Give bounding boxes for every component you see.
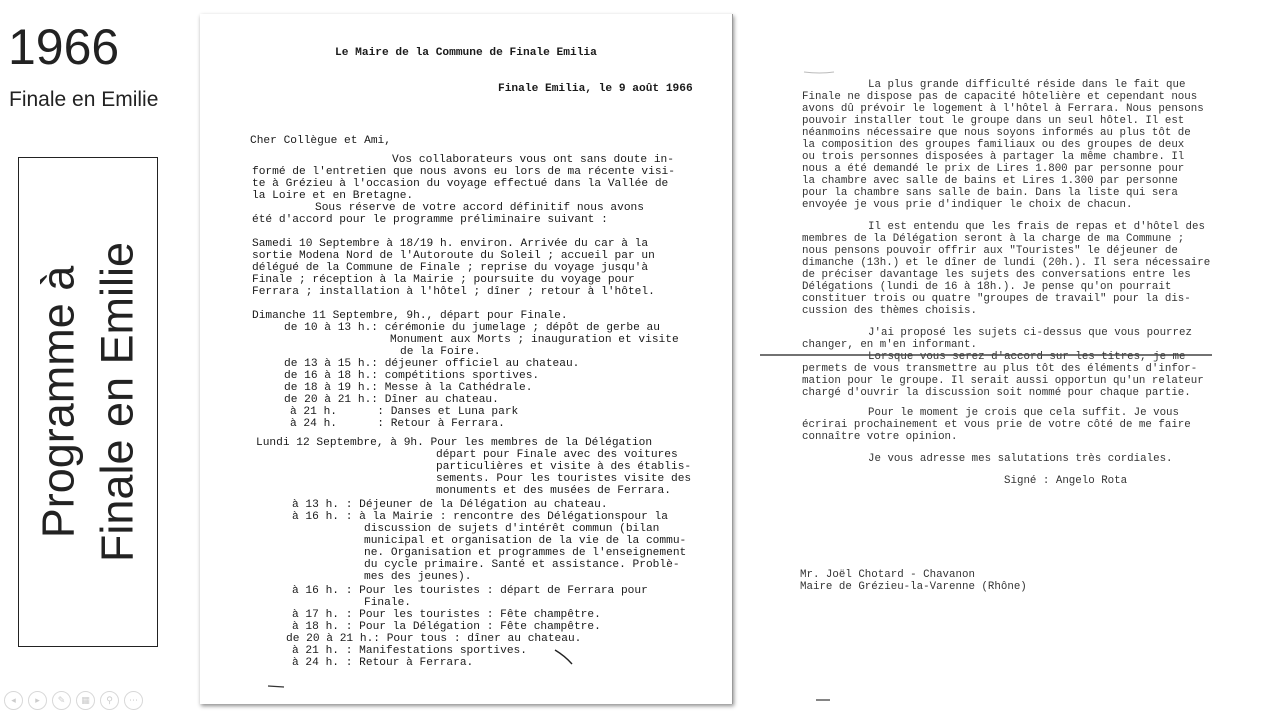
letter-line: à 24 h. : Retour à Ferrara. [290,418,505,430]
letter-line: chargé d'ouvrir la discussion soit nommé pour chaque partie. [802,387,1191,399]
faded-mark [804,72,834,73]
letter-line: Finale ; réception à la Mairie ; poursuite du voyage pour [252,274,635,286]
pen-stroke-mark [268,686,284,687]
letter-line: délégué de la Commune de Finale ; reprise du voyage jusqu'à [252,262,649,274]
letter-line: à 21 h. : Manifestations sportives. [292,645,527,657]
letter-line: ne. Organisation et programmes de l'enseignement [364,547,687,559]
letter-line: de 16 à 18 h.: compétitions sportives. [284,370,540,382]
letter-line: envoyée je vous prie d'indiquer le choix de chacun. [802,199,1133,211]
arrow-right-icon[interactable]: ▸ [28,691,47,710]
letter-line: avons dû prévoir le logement à l'hôtel à Ferrara. Nous pensons [802,103,1204,115]
letter-line: particulières et visite à des établis- [436,461,692,473]
letter-line: à 16 h. : à la Mairie : rencontre des Délégationspour la [292,511,668,523]
letter-line: à 24 h. : Retour à Ferrara. [292,657,474,669]
letter-line: mes des jeunes). [364,571,472,583]
letter-line: La plus grande difficulté réside dans le fait que [868,79,1186,91]
letter-line: de 20 à 21 h.: Dîner au chateau. [284,394,499,406]
letter-line: à 18 h. : Pour la Délégation : Fête champêtre. [292,621,601,633]
vertical-title-line: Finale en Emilie [91,241,142,563]
letter-line: municipal et organisation de la vie de la commu- [364,535,687,547]
letter-line: Finale Emilia, le 9 août 1966 [498,83,693,95]
vertical-title-line: Programme à [32,265,84,539]
letter-line: du cycle primaire. Santé et assistance. Problè- [364,559,680,571]
letter-line: été d'accord pour le programme préliminaire suivant : [252,214,608,226]
letter-line: Mr. Joël Chotard - Chavanon [800,569,975,581]
letter-line: ou trois personnes disposées à partager la même chambre. Il [802,151,1185,163]
letter-line: Monument aux Morts ; inauguration et visite [390,334,679,346]
letter-line: te à Grézieu à l'occasion du voyage effectué dans la Vallée de [252,178,669,190]
letter-line: Lorsque vous serez d'accord sur les titres, je me [868,351,1186,363]
letter-line: Maire de Grézieu-la-Varenne (Rhône) [800,581,1027,593]
letter-line: Je vous adresse mes salutations très cordiales. [868,453,1173,465]
letter-line: Signé : Angelo Rota [1004,475,1128,487]
slide-subtitle: Finale en Emilie [9,88,159,111]
letter-line: pour la chambre sans salle de bain. Dans la liste qui sera [802,187,1178,199]
letter-line: à 17 h. : Pour les touristes : Fête champêtre. [292,609,601,621]
letter-line: de 18 à 19 h.: Messe à la Cathédrale. [284,382,533,394]
letter-line: nous a été demandé le prix de Lires 1.800 par personne pour [802,163,1185,175]
letter-line: nous pensons pouvoir offrir aux "Touristes" le déjeuner de [802,245,1178,257]
letter-line: Dimanche 11 Septembre, 9h., départ pour Finale. [252,310,568,322]
letter-line: Sous réserve de votre accord définitif nous avons [315,202,644,214]
letter-line: de 10 à 13 h.: cérémonie du jumelage ; dépôt de gerbe au [284,322,660,334]
letter-line: de la Foire. [400,346,481,358]
letter-line: cussion des thèmes choisis. [802,305,977,317]
letter-line: dimanche (13h.) et le dîner de lundi (20h.). Il sera nécessaire [802,257,1211,269]
letter-line: à 16 h. : Pour les touristes : départ de Ferrara pour [292,585,648,597]
letter-line: connaître votre opinion. [802,431,958,443]
letter-line: formé de l'entretien que nous avons eu lors de ma récente visi- [252,166,675,178]
slideshow-controls [4,691,143,710]
letter-line: la chambre avec salle de bains et Lires 1.300 par personne [802,175,1178,187]
letter-line: à 13 h. : Déjeuner de la Délégation au chateau. [292,499,608,511]
letter-line: Samedi 10 Septembre à 18/19 h. environ. Arrivée du car à la [252,238,649,250]
vertical-title [30,242,147,562]
letter-line: néanmoins nécessaire que nous soyons informés au plus tôt de [802,127,1191,139]
letter-line: pouvoir installer tout le groupe dans un seul hôtel. Il est [802,115,1185,127]
letter-line: Délégations (lundi de 16 à 18h.). Je pense qu'on pourrait [802,281,1172,293]
letter-right-marks [742,14,1270,704]
letter-line: écrirai prochainement et vous prie de votre côté de me faire [802,419,1191,431]
letter-line: membres de la Délégation seront à la charge de ma Commune ; [802,233,1185,245]
letter-line: discussion de sujets d'intérêt commun (bilan [364,523,660,535]
letter-line: Lundi 12 Septembre, à 9h. Pour les membres de la Délégation [256,437,653,449]
pen-stroke-mark [555,650,572,664]
arrow-left-icon[interactable]: ◂ [4,691,23,710]
slides-icon[interactable]: ▦ [76,691,95,710]
letter-line: de 13 à 15 h.: déjeuner officiel au chateau. [284,358,580,370]
letter-line: mation pour le groupe. Il serait aussi opportun qu'un relateur [802,375,1204,387]
zoom-icon[interactable]: ⚲ [100,691,119,710]
letter-line: constituer trois ou quatre "groupes de travail" pour la dis- [802,293,1191,305]
letter-line: sements. Pour les touristes visite des [436,473,692,485]
letter-line: la composition des groupes familiaux ou des groupes de deux [802,139,1185,151]
letter-line: Finale ne dispose pas de capacité hôtelière et cependant nous [802,91,1198,103]
letter-line: la Loire et en Bretagne. [252,190,414,202]
letter-line: changer, en m'en informant. [802,339,977,351]
letter-line: sortie Modena Nord de l'Autoroute du Soleil ; accueil par un [252,250,655,262]
letter-line: Ferrara ; installation à l'hôtel ; dîner ; retour à l'hôtel. [252,286,655,298]
letter-line: Le Maire de la Commune de Finale Emilia [335,47,597,59]
letter-line: Cher Collègue et Ami, [250,135,391,147]
letter-line: de 20 à 21 h.: Pour tous : dîner au chateau. [286,633,582,645]
letter-line: monuments et des musées de Ferrara. [436,485,671,497]
letter-line: Il est entendu que les frais de repas et d'hôtel des [868,221,1205,233]
letter-line: permets de vous transmettre au plus tôt des éléments d'infor- [802,363,1198,375]
vertical-title-box [18,157,158,647]
letter-line: Pour le moment je crois que cela suffit. Je vous [868,407,1180,419]
letter-line: départ pour Finale avec des voitures [436,449,678,461]
letter-page-left [200,14,733,704]
pen-icon[interactable]: ✎ [52,691,71,710]
letter-line: de préciser davantage les sujets des conversations entre les [802,269,1191,281]
more-icon[interactable]: ⋯ [124,691,143,710]
letter-line: à 21 h. : Danses et Luna park [290,406,519,418]
letter-left-marks [200,14,732,704]
letter-page-right [742,14,1270,704]
letter-line: Finale. [364,597,411,609]
letter-line: J'ai proposé les sujets ci-dessus que vous pourrez [868,327,1192,339]
slide-year-title: 1966 [8,19,120,75]
letter-line: Vos collaborateurs vous ont sans doute in- [392,154,674,166]
